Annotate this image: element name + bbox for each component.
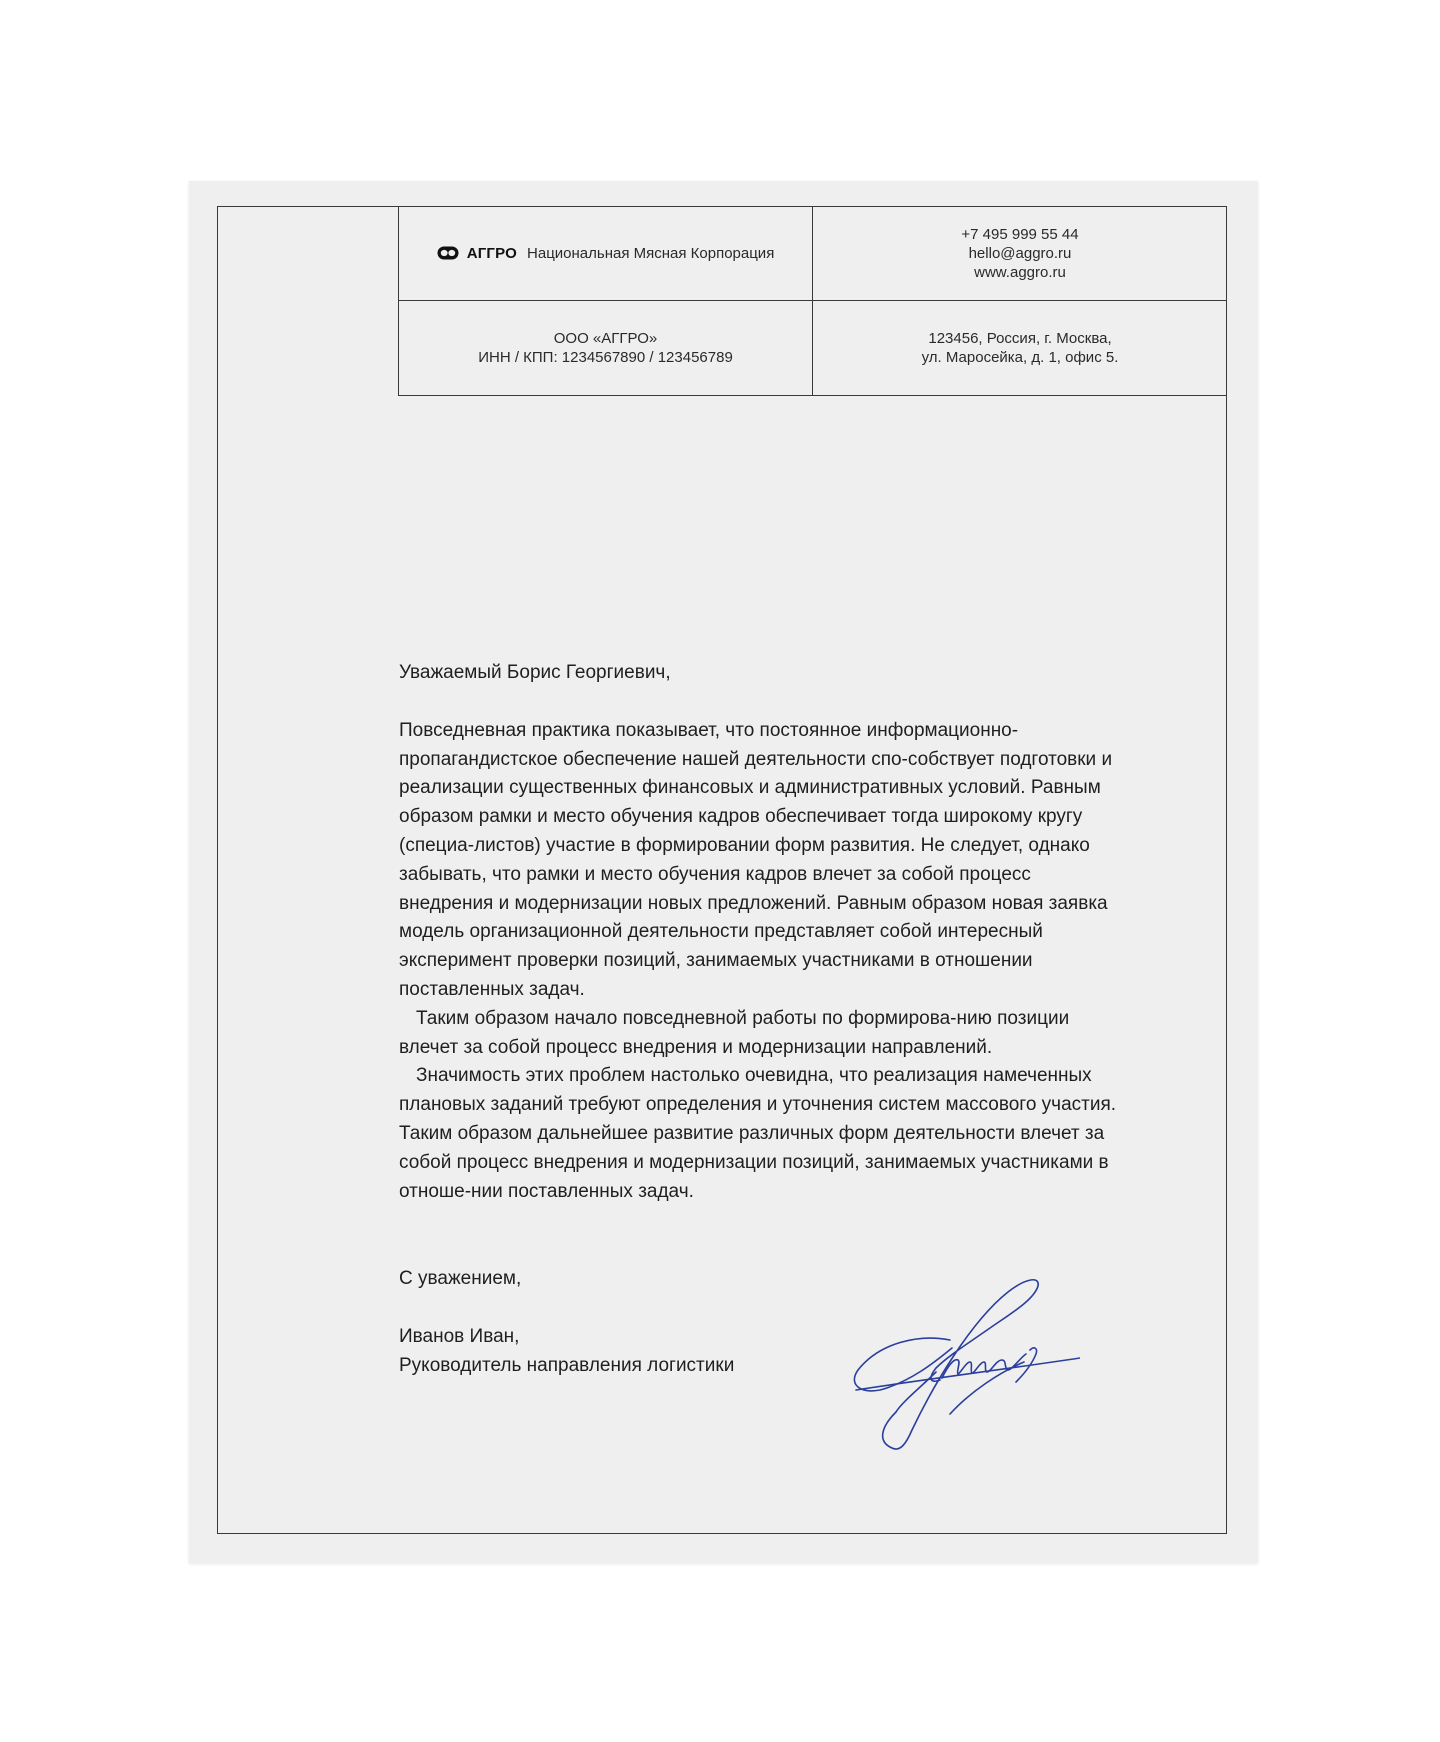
letterhead-table bbox=[398, 206, 1227, 396]
contact-website: www.aggro.ru bbox=[974, 263, 1066, 281]
brand-name: АГГРО bbox=[466, 244, 518, 262]
contact-phone: +7 495 999 55 44 bbox=[961, 225, 1079, 243]
letterhead-company-cell bbox=[399, 301, 813, 395]
letter-greeting: Уважаемый Борис Георгиевич, bbox=[399, 662, 671, 683]
letter-paragraph-1: Повседневная практика показывает, что постоянное информационно-пропагандистское обеспечение нашей деятельности спо-собствует подготовки и реализации существенных финансовых и административных условий. Равным образом рамки и место обучения кадров обеспечивает тогда широкому кругу (специа-листов) участие в формировании форм развития. Не следует, однако забывать, что рамки и место обучения кадров влечет за собой процесс внедрения и модернизации новых предложений. Равным образом новая заявка модель организационной деятельности представляет собой интересный эксперимент проверки позиций, занимаемых участниками в отношении поставленных задач. bbox=[399, 719, 1113, 1000]
handwritten-signature bbox=[840, 1262, 1080, 1462]
signer-title: Руководитель направления логистики bbox=[399, 1355, 735, 1376]
letter-paragraph-2: Таким образом начало повседневной работы по формирова-нию позиции влечет за собой процесс внедрения и модернизации направлений. bbox=[399, 1007, 1070, 1058]
brand-description: Национальная Мясная Корпорация bbox=[527, 244, 775, 262]
letter-body bbox=[399, 659, 1129, 1206]
brand-row bbox=[437, 244, 775, 263]
brand-logo-icon bbox=[437, 246, 459, 260]
address-line-2: ул. Маросейка, д. 1, офис 5. bbox=[921, 349, 1119, 366]
contact-email: hello@aggro.ru bbox=[968, 244, 1072, 262]
signer-block bbox=[399, 1322, 734, 1380]
letterhead-brand-cell bbox=[399, 206, 813, 301]
signer-name: Иванов Иван, bbox=[399, 1326, 520, 1347]
company-name: ООО «АГГРО» bbox=[553, 330, 658, 347]
letter-closing: С уважением, bbox=[399, 1268, 522, 1289]
letterhead-contacts-cell bbox=[813, 206, 1227, 301]
company-tax-ids: ИНН / КПП: 1234567890 / 123456789 bbox=[478, 349, 733, 366]
letterhead-address-cell bbox=[813, 301, 1227, 395]
letter-paragraph-3: Значимость этих проблем настолько очевидна, что реализация намеченных плановых заданий требуют определения и уточнения систем массового участия. Таким образом дальнейшее развитие различных форм деятельности влечет за собой процесс внедрения и модернизации позиций, занимаемых участниками в отноше-нии поставленных задач. bbox=[399, 1065, 1117, 1202]
address-line-1: 123456, Россия, г. Москва, bbox=[928, 330, 1112, 347]
